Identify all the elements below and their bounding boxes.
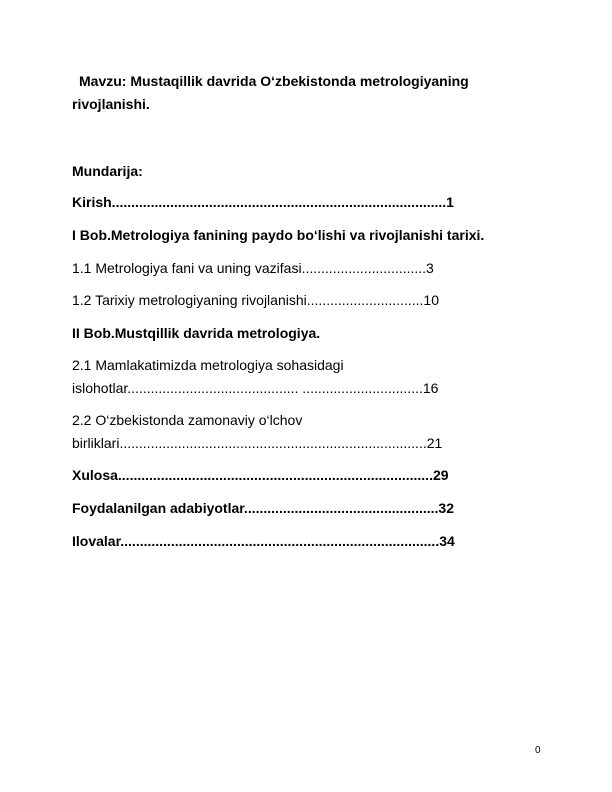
toc-entry-chapter-2: II Bob.Mustqillik davrida metrologiya. <box>72 325 321 341</box>
toc-entry-section-2-2-line-2: birliklari...............................................................................21 <box>72 435 443 451</box>
topic-title-line-2: rivojlanishi. <box>72 96 150 112</box>
toc-entry-conclusion: Xulosa.................................................................................29 <box>72 467 449 483</box>
toc-entry-appendices: Ilovalar..................................................................................34 <box>72 533 455 549</box>
toc-entry-section-1-2: 1.2 Tarixiy metrologiyaning rivojlanishi..............................10 <box>72 292 440 308</box>
contents-heading: Mundarija: <box>72 163 143 179</box>
toc-entry-chapter-1: I Bob.Metrologiya fanining paydo bo‘lishi va rivojlanishi tarixi. <box>72 227 485 243</box>
toc-entry-section-1-1: 1.1 Metrologiya fani va uning vazifasi................................3 <box>72 260 434 276</box>
toc-entry-section-2-1-line-2: islohotlar............................................ ...............................16 <box>72 380 439 396</box>
toc-entry-section-2-2-line-1: 2.2 O‘zbekistonda zamonaviy o‘lchov <box>72 412 303 428</box>
toc-entry-section-2-1-line-1: 2.1 Mamlakatimizda metrologiya sohasidagi <box>72 357 344 373</box>
topic-title-line-1: Mavzu: Mustaqillik davrida O‘zbekistonda metrologiyaning <box>79 73 469 89</box>
toc-entry-introduction: Kirish......................................................................................1 <box>72 194 454 210</box>
page-number: 0 <box>535 745 541 756</box>
toc-entry-references: Foydalanilgan adabiyotlar..................................................32 <box>72 500 454 516</box>
